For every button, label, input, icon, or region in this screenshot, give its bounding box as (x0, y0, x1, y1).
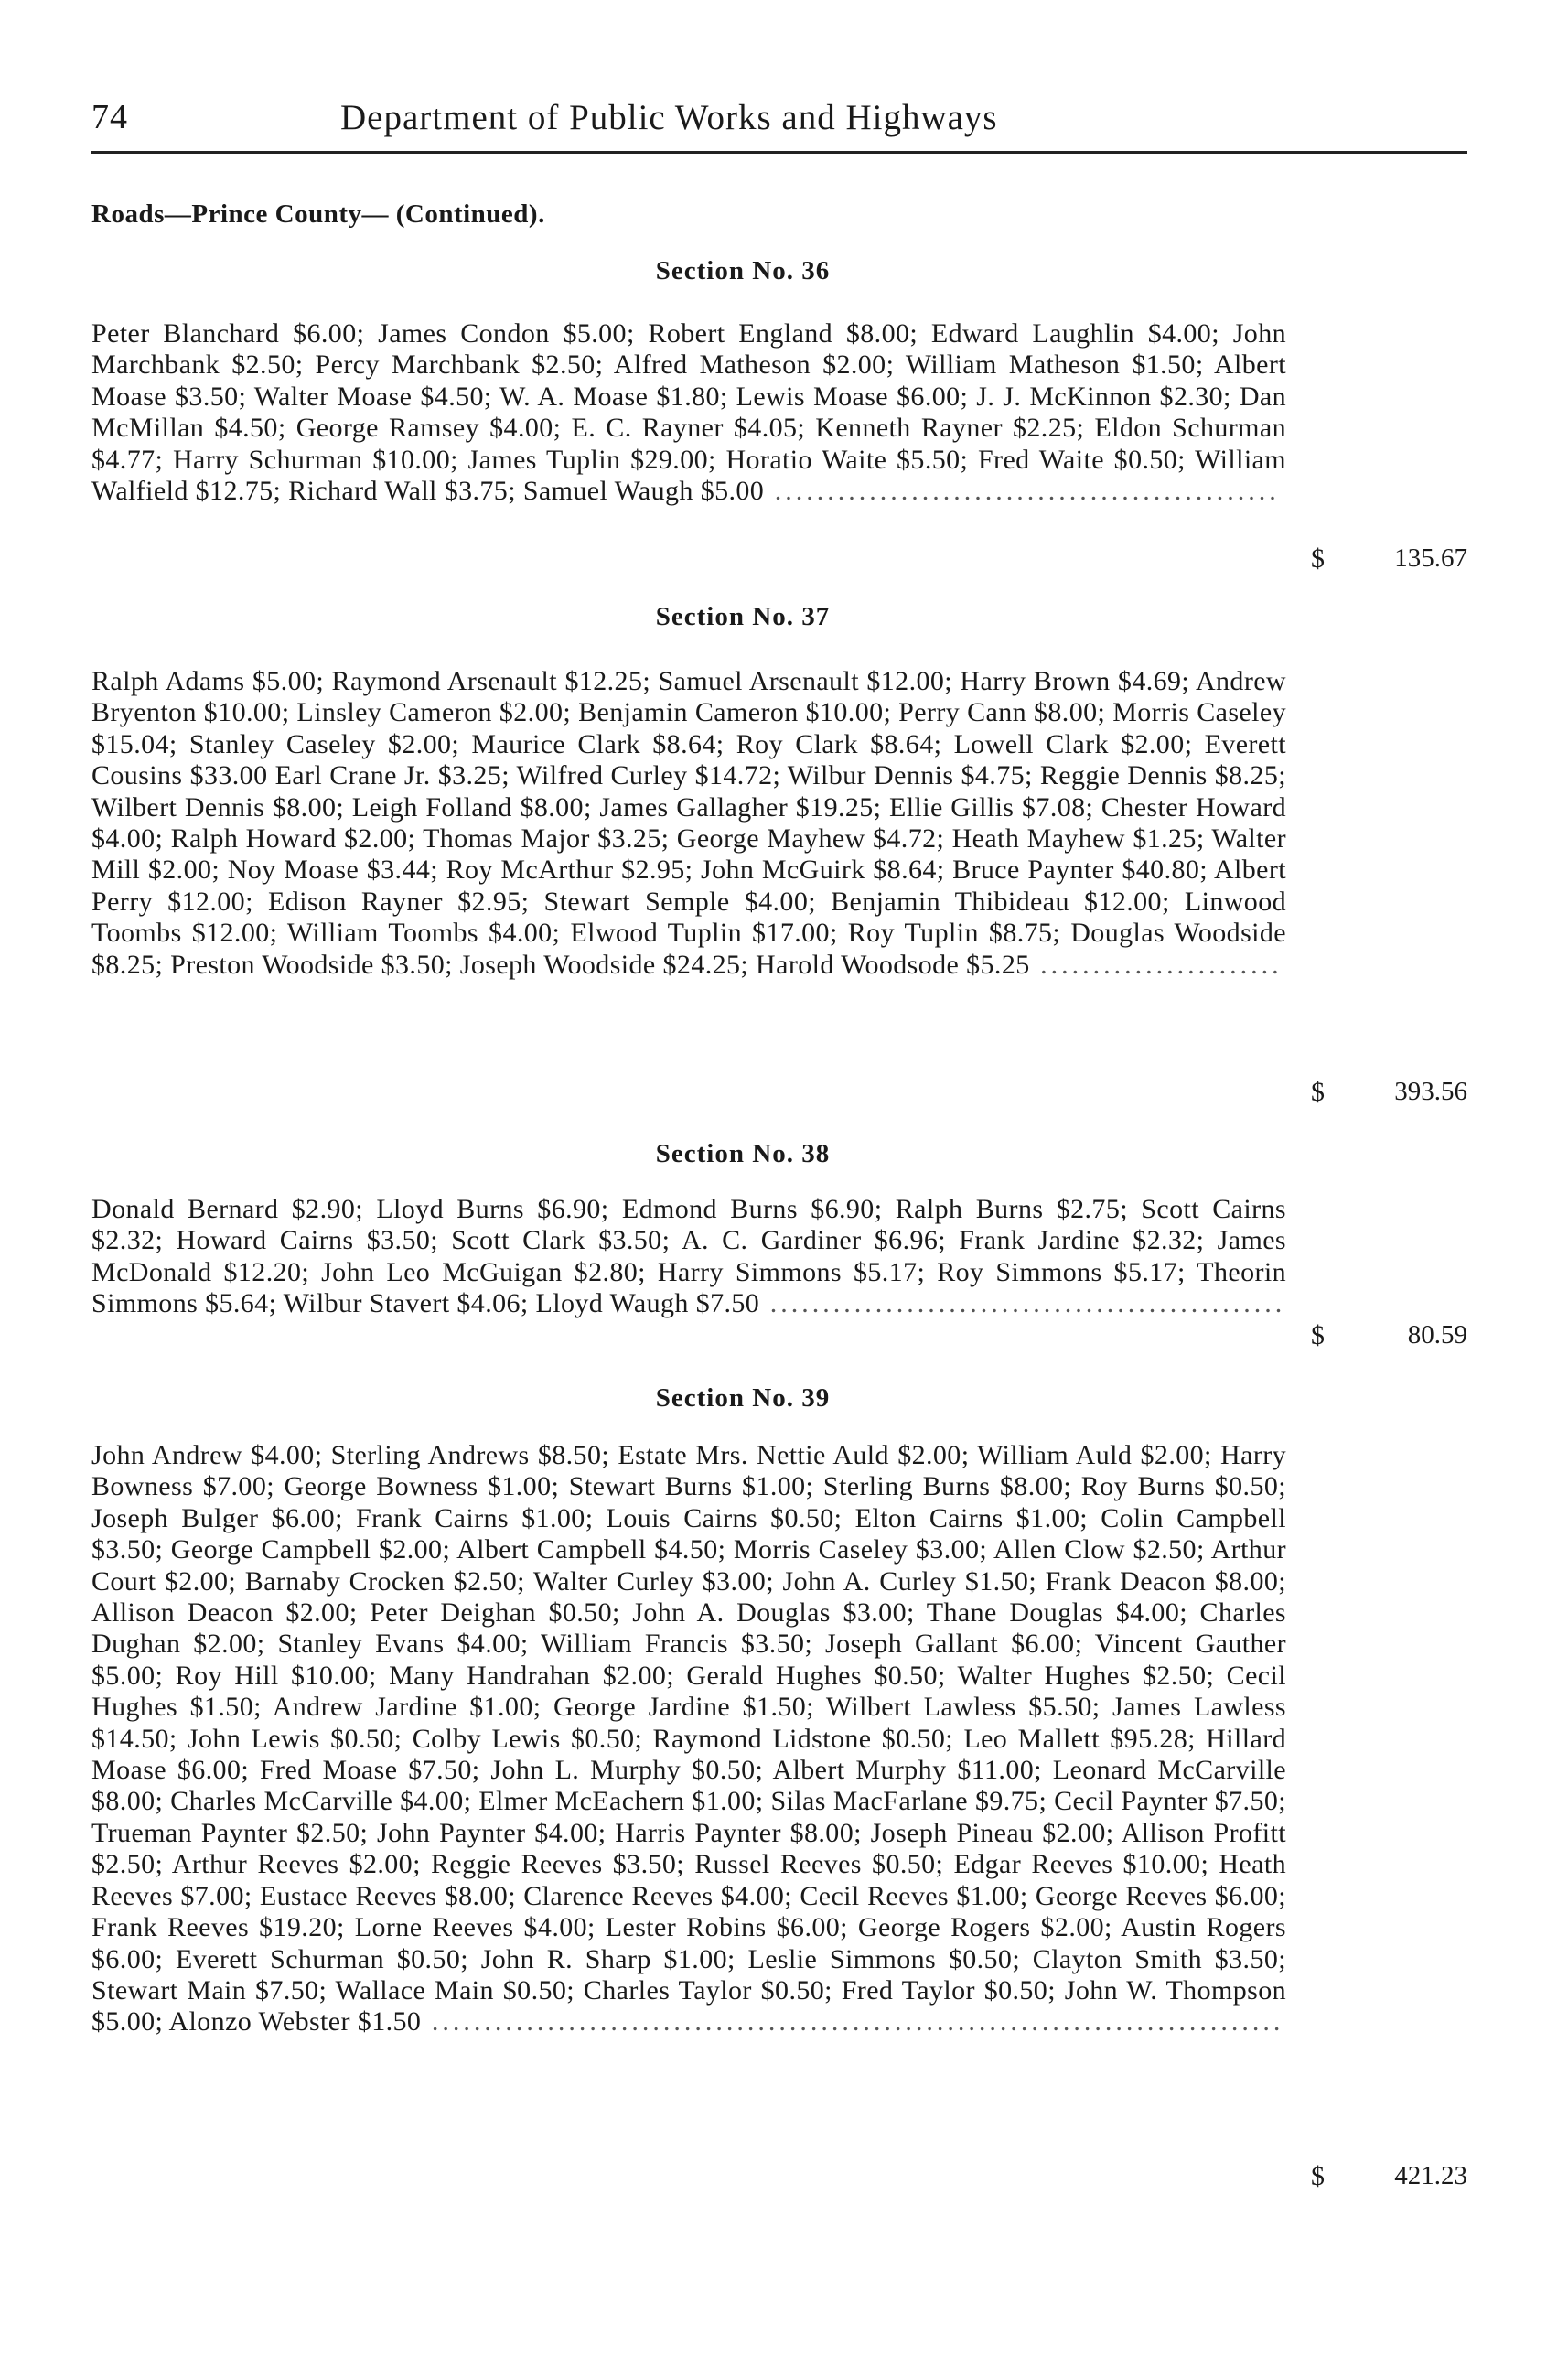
currency-sign: $ (1311, 543, 1325, 574)
section-37 (91, 602, 1467, 1124)
currency-sign: $ (1311, 1077, 1325, 1107)
page-header (91, 97, 1467, 156)
section-total: 393.56 (1394, 1077, 1467, 1106)
section-heading: Section No. 36 (655, 256, 831, 285)
section-heading: Section No. 39 (655, 1383, 831, 1413)
dot-leader: ................................................. (759, 1288, 1286, 1319)
section-heading: Section No. 37 (655, 602, 831, 631)
currency-sign: $ (1311, 2161, 1325, 2191)
section-heading: Section No. 38 (655, 1139, 831, 1168)
page-number: 74 (91, 98, 128, 136)
dot-leader: ................................................ (764, 476, 1280, 507)
page-subtitle: Roads—Prince County— (Continued). (91, 199, 545, 229)
section-total: 135.67 (1394, 543, 1467, 573)
section-38 (91, 1139, 1467, 1368)
section-39 (91, 1383, 1467, 2207)
header-rule (91, 151, 1467, 154)
section-entries: Peter Blanchard $6.00; James Condon $5.00; Robert England $8.00; Edward Laughlin $4.00; John Marchbank $2.50; Percy Marchbank $2.50; Alfred Matheson $2.00; William Matheson $1.50; Albert Moase $3.50; Walter Moase $4.50; W. A. Moase $1.80; Lewis Moase $6.00; J. J. McKinnon $2.30; Dan McMillan $4.50; George Ramsey $4.00; E. C. Rayner $4.05; Kenneth Rayner $2.25; Eldon Schurman $4.77; Harry Schurman $10.00; James Tuplin $29.00; Horatio Waite $5.50; Fred Waite $0.50; William Walfield $12.75; Richard Wall $3.75; Samuel Waugh $5.00 ................................................ (91, 318, 1286, 507)
running-title: Department of Public Works and Highways (340, 98, 998, 137)
section-entries: Donald Bernard $2.90; Lloyd Burns $6.90; Edmond Burns $6.90; Ralph Burns $2.75; Scott Cairns $2.32; Howard Cairns $3.50; Scott Clark $3.50; A. C. Gardiner $6.96; Frank Jardine $2.32; James McDonald $12.20; John Leo McGuigan $2.80; Harry Simmons $5.17; Roy Simmons $5.17; Theorin Simmons $5.64; Wilbur Stavert $4.06; Lloyd Waugh $7.50 ................................................. (91, 1194, 1286, 1319)
section-entries: John Andrew $4.00; Sterling Andrews $8.50; Estate Mrs. Nettie Auld $2.00; William Auld $2.00; Harry Bowness $7.00; George Bowness $1.00; Stewart Burns $1.00; Sterling Burns $8.00; Roy Burns $0.50; Joseph Bulger $6.00; Frank Cairns $1.00; Louis Cairns $0.50; Elton Cairns $1.00; Colin Campbell $3.50; George Campbell $2.00; Albert Campbell $4.50; Morris Caseley $3.00; Allen Clow $2.50; Arthur Court $2.00; Barnaby Crocken $2.50; Walter Curley $3.00; John A. Curley $1.50; Frank Deacon $8.00; Allison Deacon $2.00; Peter Deighan $0.50; John A. Douglas $3.00; Thane Douglas $4.00; Charles Dughan $2.00; Stanley Evans $4.00; William Francis $3.50; Joseph Gallant $6.00; Vincent Gauther $5.00; Roy Hill $10.00; Many Handrahan $2.00; Gerald Hughes $0.50; Walter Hughes $2.50; Cecil Hughes $1.50; Andrew Jardine $1.00; George Jardine $1.50; Wilbert Lawless $5.50; James Lawless $14.50; John Lewis $0.50; Colby Lewis $0.50; Raymond Lidstone $0.50; Leo Mallett $95.28; Hillard Moase $6.00; Fred Moase $7.50; John L. Murphy $0.50; Albert Murphy $11.00; Leonard McCarville $8.00; Charles McCarville $4.00; Elmer McEachern $1.00; Silas MacFarlane $9.75; Cecil Paynter $7.50; Trueman Paynter $2.50; John Paynter $4.00; Harris Paynter $8.00; Joseph Pineau $2.00; Allison Profitt $2.50; Arthur Reeves $2.00; Reggie Reeves $3.50; Russel Reeves $0.50; Edgar Reeves $10.00; Heath Reeves $7.00; Eustace Reeves $8.00; Clarence Reeves $4.00; Cecil Reeves $1.00; George Reeves $6.00; Frank Reeves $19.20; Lorne Reeves $4.00; Lester Robins $6.00; George Rogers $2.00; Austin Rogers $6.00; Everett Schurman $0.50; John R. Sharp $1.00; Leslie Simmons $0.50; Clayton Smith $3.50; Stewart Main $7.50; Wallace Main $0.50; Charles Taylor $0.50; Fred Taylor $0.50; John W. Thompson $5.00; Alonzo Webster $1.50 ................................................................................. (91, 1440, 1286, 2038)
section-entries: Ralph Adams $5.00; Raymond Arsenault $12.25; Samuel Arsenault $12.00; Harry Brown $4.69; Andrew Bryenton $10.00; Linsley Cameron $2.00; Benjamin Cameron $10.00; Perry Cann $8.00; Morris Caseley $15.04; Stanley Caseley $2.00; Maurice Clark $8.64; Roy Clark $8.64; Lowell Clark $2.00; Everett Cousins $33.00 Earl Crane Jr. $3.25; Wilfred Curley $14.72; Wilbur Dennis $4.75; Reggie Dennis $8.25; Wilbert Dennis $8.00; Leigh Folland $8.00; James Gallagher $19.25; Ellie Gillis $7.08; Chester Howard $4.00; Ralph Howard $2.00; Thomas Major $3.25; George Mayhew $4.72; Heath Mayhew $1.25; Walter Mill $2.00; Noy Moase $3.44; Roy McArthur $2.95; John McGuirk $8.64; Bruce Paynter $40.80; Albert Perry $12.00; Edison Rayner $2.95; Stewart Semple $4.00; Benjamin Thibideau $12.00; Linwood Toombs $12.00; William Toombs $4.00; Elwood Tuplin $17.00; Roy Tuplin $8.75; Douglas Woodside $8.25; Preston Woodside $3.50; Joseph Woodside $24.25; Harold Woodsode $5.25 ....................... (91, 666, 1286, 980)
section-36 (91, 256, 1467, 586)
section-total: 421.23 (1394, 2161, 1467, 2190)
dot-leader: ....................... (1029, 949, 1283, 980)
section-total: 80.59 (1407, 1320, 1467, 1350)
dot-leader: ................................................................................. (421, 2006, 1284, 2038)
currency-sign: $ (1311, 1320, 1325, 1350)
